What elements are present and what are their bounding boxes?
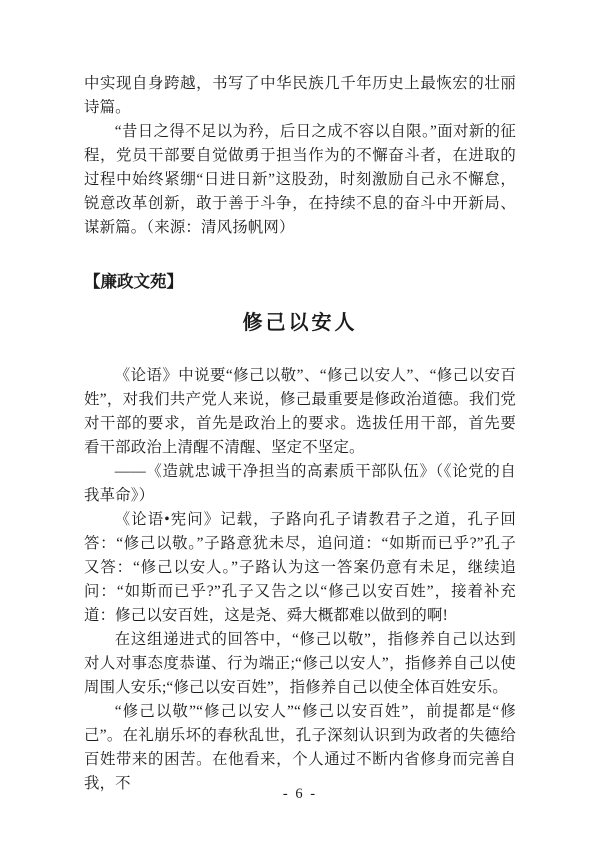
page-body (84, 72, 516, 796)
paragraph-continuation: 中实现自身跨越，书写了中华民族几千年历史上最恢宏的壮丽诗篇。 (84, 75, 516, 116)
paragraph: 《论语•宪问》记载，子路向孔子请教君子之道，孔子回答：“修己以敬。”子路意犹未尽，追问道：“如斯而已乎?”孔子又答：“修己以安人。”子路认为这一答案仍意有未足，继续追问：“如斯而已乎?”孔子又告之以“修己以安百姓”，接着补充道：修己以安百姓，这是尧、舜大概都难以做到的啊! (84, 511, 516, 624)
section-header: 【廉政文苑】 (84, 272, 183, 291)
paragraph: “修己以敬”“修己以安人”“修己以安百姓”，前提都是“修己”。在礼崩乐坏的春秋乱世，孔子深刻认识到为政者的失德给百姓带来的困苦。在他看来，个人通过不断内省修身而完善自我，不 (84, 703, 516, 792)
paragraph: 《论语》中说要“修己以敬”、“修己以安人”、“修己以安百姓”，对我们共产党人来说，修己最重要是修政治道德。我们党对干部的要求，首先是政治上的要求。选拔任用干部，首先要看干部政治上清醒不清醒、坚定不坚定。 (84, 367, 516, 456)
article-title: 修己以安人 (242, 312, 358, 334)
paragraph: “昔日之得不足以为矜，后日之成不容以自限。”面对新的征程，党员干部要自觉做勇于担当作为的不懈奋斗者，在进取的过程中始终紧绷“日进日新”这股劲，时刻激励自己永不懈怠，锐意改革创新，敢于善于斗争，在持续不息的奋斗中开新局、谋新篇。（来源：清风扬帆网） (84, 123, 516, 236)
page-number: - 6 - (282, 786, 318, 802)
paragraph-attribution: ——《造就忠诚干净担当的高素质干部队伍》（《论党的自我革命》） (84, 463, 516, 504)
page-footer (0, 785, 600, 803)
paragraph: 在这组递进式的回答中，“修己以敬”，指修养自己以达到对人对事态度恭谨、行为端正;“修己以安人”，指修养自己以使周围人安乐;“修己以安百姓”，指修养自己以使全体百姓安乐。 (84, 631, 516, 696)
